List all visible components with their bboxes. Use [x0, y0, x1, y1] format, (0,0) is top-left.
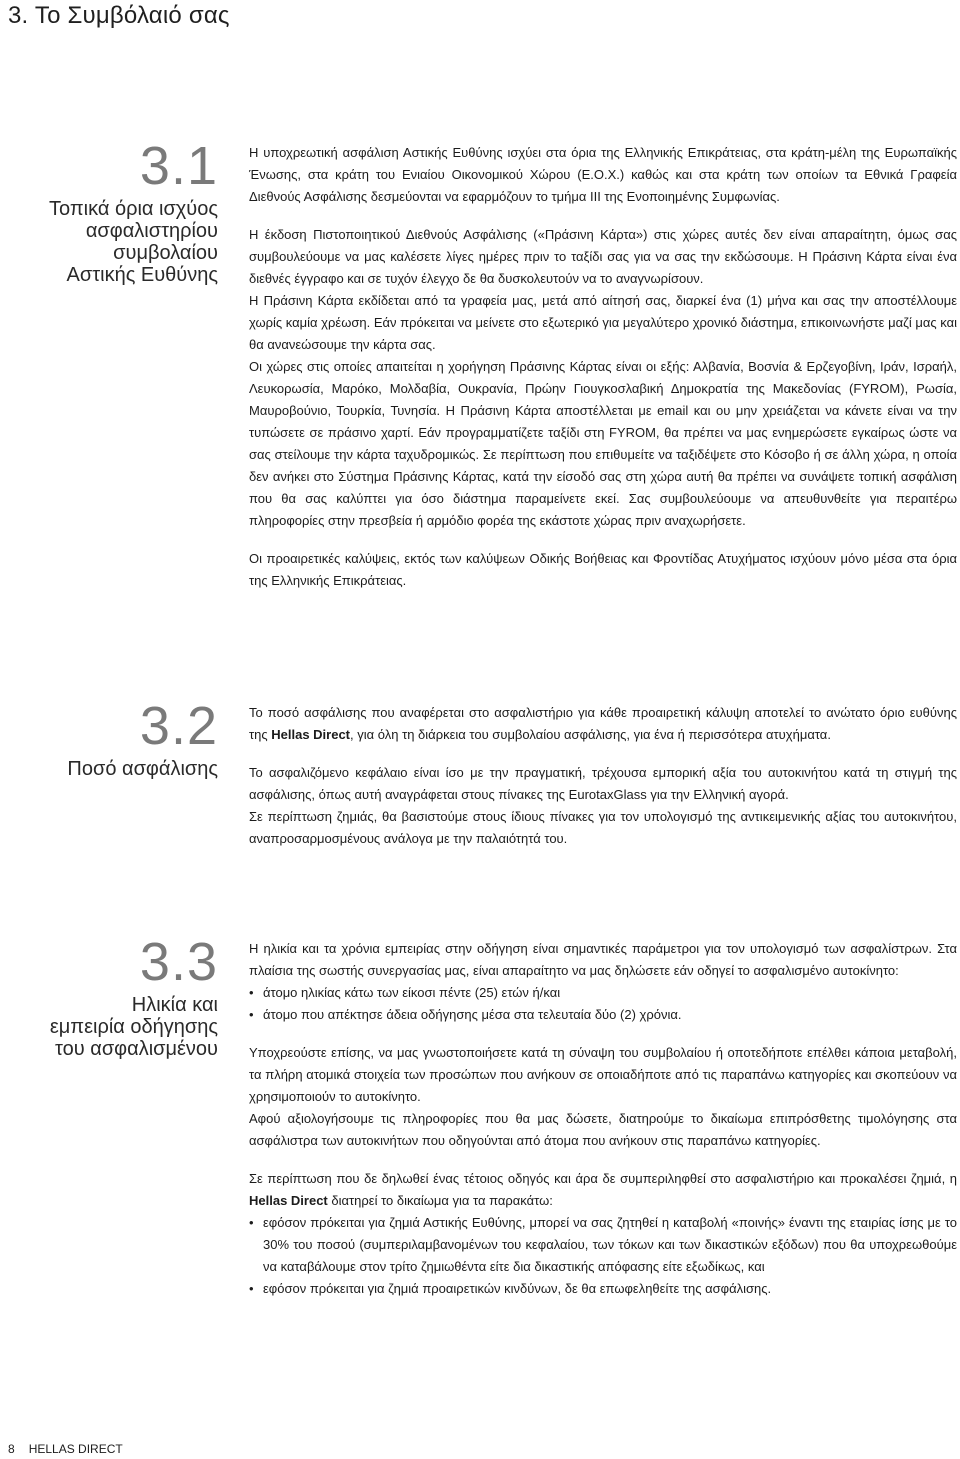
section-title-line: του ασφαλισμένου [55, 1038, 218, 1060]
bullet-list [249, 1212, 957, 1300]
section-number: 3.3 [139, 932, 218, 992]
paragraph-text: διατηρεί το δικαίωμα για τα παρακάτω: [327, 1193, 553, 1208]
section-heading [0, 136, 218, 286]
paragraph-text: Το ποσό ασφάλισης που αναφέρεται στο ασφαλιστήριο για κάθε προαιρετική κάλυψη αποτελεί το ανώτατο όριο ευθύνης της [249, 705, 957, 742]
list-item: • άτομο που απέκτησε άδεια οδήγησης μέσα στα τελευταία δύο (2) χρόνια. [249, 1004, 957, 1026]
section-title-line: Ηλικία και [131, 994, 218, 1016]
paragraph [249, 1168, 957, 1212]
section-body [249, 702, 957, 850]
paragraph: Η υποχρεωτική ασφάλιση Αστικής Ευθύνης ισχύει στα όρια της Ελληνικής Επικράτειας, στα κράτη-μέλη της Ευρωπαϊκής Ένωσης, στα κράτη του Ενιαίου Οικονομικού Χώρου (Ε.Ο.Χ.) καθώς και στα κράτη των οποίων τα Εθνικά Γραφεία Διεθνούς Ασφάλισης δεσμεύονται να εφαρμόζουν το τμήμα ΙΙΙ της Ενοποιημένης Συμφωνίας. [249, 145, 957, 204]
section-title [0, 994, 218, 1060]
paragraph: Η Πράσινη Κάρτα εκδίδεται από τα γραφεία μας, μετά από αίτησή σας, διαρκεί ένα (1) μήνα και σας την αποστέλλουμε χωρίς καμία χρέωση. Εάν πρόκειται να μείνετε στο εξωτερικό για μεγαλύτερο χρονικό διάστημα, επικοινωνήστε μαζί μας και θα ανανεώσουμε την κάρτα σας. [249, 293, 957, 352]
paragraph: Υποχρεούστε επίσης, να μας γνωστοποιήσετε κατά τη σύναψη του συμβολαίου ή οποτεδήποτε επέλθει κάποια μεταβολή, τα πλήρη ατομικά στοιχεία των προσώπων που ανήκουν σε οποιαδήποτε από τις παραπάνω κατηγορίες και σκοπεύουν να χρησιμοποιούν το αυτοκίνητο. [249, 1045, 957, 1104]
section-heading [0, 932, 218, 1060]
paragraph-text: Σε περίπτωση που δε δηλωθεί ένας τέτοιος οδηγός και άρα δε συμπεριληφθεί στο ασφαλιστήριο και προκαλέσει ζημιά, η [249, 1171, 957, 1186]
section-body [249, 142, 957, 592]
paragraph: Η ηλικία και τα χρόνια εμπειρίας στην οδήγηση είναι σημαντικές παράμετροι για τον υπολογισμό των ασφαλίστρων. Στα πλαίσια της σωστής συνεργασίας μας, είναι απαραίτητο να μας δηλώσετε εάν οδηγεί το ασφαλισμένο αυτοκίνητο: [249, 941, 957, 978]
section-title-line: συμβολαίου [113, 242, 218, 264]
paragraph: Η έκδοση Πιστοποιητικού Διεθνούς Ασφάλισης («Πράσινη Κάρτα») στις χώρες αυτές δεν είναι απαραίτητη, όμως σας συμβουλεύουμε να μας καλέσετε λίγες ημέρες πριν το ταξίδι σας για να σας την εκδώσουμε. Η Πράσινη Κάρτα είναι ένα διεθνές έγγραφο και σε τυχόν έλεγχο δε θα δυσκολευτούν να το αναγνωρίσουν. [249, 227, 957, 286]
section-title-line: Τοπικά όρια ισχύος [48, 198, 218, 220]
brand-name: Hellas Direct [249, 1193, 328, 1208]
footer-brand: HELLAS DIRECT [28, 1442, 123, 1456]
section-number: 3.1 [139, 136, 218, 196]
paragraph [249, 702, 957, 746]
bullet-list [249, 982, 957, 1026]
section-title [0, 758, 218, 780]
section-number: 3.2 [139, 696, 218, 756]
section-title-line: ασφαλιστηρίου [85, 220, 218, 242]
section-title-line: εμπειρία οδήγησης [49, 1016, 218, 1038]
list-item: • εφόσον πρόκειται για ζημιά προαιρετικών κινδύνων, δε θα επωφεληθείτε της ασφάλισης. [249, 1278, 957, 1300]
brand-name: Hellas Direct [271, 727, 351, 742]
paragraph-text: , για όλη τη διάρκεια του συμβολαίου ασφάλισης, για ένα ή περισσότερα ατυχήματα. [350, 727, 831, 742]
section-heading [0, 696, 218, 780]
paragraph: Το ασφαλιζόμενο κεφάλαιο είναι ίσο με την πραγματική, τρέχουσα εμπορική αξία του αυτοκινήτου κατά τη στιγμή της ασφάλισης, όπως αυτή αναγράφεται στους πίνακες της EurotaxGlass για την Ελληνική αγορά. [249, 765, 957, 802]
paragraph: Σε περίπτωση ζημιάς, θα βασιστούμε στους ίδιους πίνακες για τον υπολογισμό της αντικειμενικής αξίας του αυτοκινήτου, αναπροσαρμοσμένους ανάλογα με την παλαιότητά του. [249, 809, 957, 846]
page-number: 8 [8, 1442, 15, 1456]
section-title [0, 198, 218, 286]
list-item: • εφόσον πρόκειται για ζημιά Αστικής Ευθύνης, μπορεί να σας ζητηθεί η καταβολή «ποινής» έναντι της εταιρίας ίσης με το 30% του ποσού (συμπεριλαμβανομένων του κεφαλαίου, των τόκων και των δικαστικών εξόδων) που θα υποχρεωθούμε να καταβάλουμε στον τρίτο ζημιωθέντα είτε δια δικαστικής απόφασης είτε εξωδίκως, και [249, 1212, 957, 1278]
paragraph: Αφού αξιολογήσουμε τις πληροφορίες που θα μας δώσετε, διατηρούμε το δικαίωμα επιπρόσθετης τιμολόγησης στα ασφάλιστρα των αυτοκινήτων που οδηγούνται από άτομα που ανήκουν στις παραπάνω κατηγορίες. [249, 1111, 957, 1148]
section-title-line: Αστικής Ευθύνης [66, 264, 218, 286]
paragraph: Οι προαιρετικές καλύψεις, εκτός των καλύψεων Οδικής Βοήθειας και Φροντίδας Ατυχήματος ισχύουν μόνο μέσα στα όρια της Ελληνικής Επικράτειας. [249, 551, 957, 588]
section-title-line: Ποσό ασφάλισης [67, 758, 218, 780]
list-item: • άτομο ηλικίας κάτω των είκοσι πέντε (25) ετών ή/και [249, 982, 957, 1004]
page-title: 3. Το Συμβόλαιό σας [8, 2, 230, 29]
section-body [249, 938, 957, 1300]
paragraph: Οι χώρες στις οποίες απαιτείται η χορήγηση Πράσινης Κάρτας είναι οι εξής: Αλβανία, Βοσνία & Ερζεγοβίνη, Ιράν, Ισραήλ, Λευκορωσία, Μαρόκο, Μολδαβία, Ουκρανία, Πρώην Γιουγκοσλαβική Δημοκρατία της Μακεδονίας (FYROM), Ρωσία, Μαυροβούνιο, Τουρκία, Τυνησία. Η Πράσινη Κάρτα αποστέλλεται με email και ου μην χρειάζεται να κάνετε είναι να την τυπώσετε σε πράσινο χαρτί. Εάν προγραμματίζετε ταξίδι στη FYROM, θα πρέπει να μας ενημερώσετε εγκαίρως ώστε να σας στείλουμε την κάρτα ταχυδρομικώς. Σε περίπτωση που επιθυμείτε να ταξιδέψετε στο Κόσοβο ή σε άλλη χώρα, η οποία δεν ανήκει στο Σύστημα Πράσινης Κάρτας, κατά την είσοδό σας στη χώρα αυτή θα πρέπει να συνάψετε τοπική ασφάλιση που θα σας καλύπτει για όσο διάστημα παραμείνετε εκεί. Σας συμβουλεύουμε να απευθυνθείτε για περαιτέρω πληροφορίες στην πρεσβεία ή αρμόδιο φορέα της εκάστοτε χώρας πριν αναχωρήσετε. [249, 359, 957, 528]
page-footer [8, 1442, 123, 1456]
